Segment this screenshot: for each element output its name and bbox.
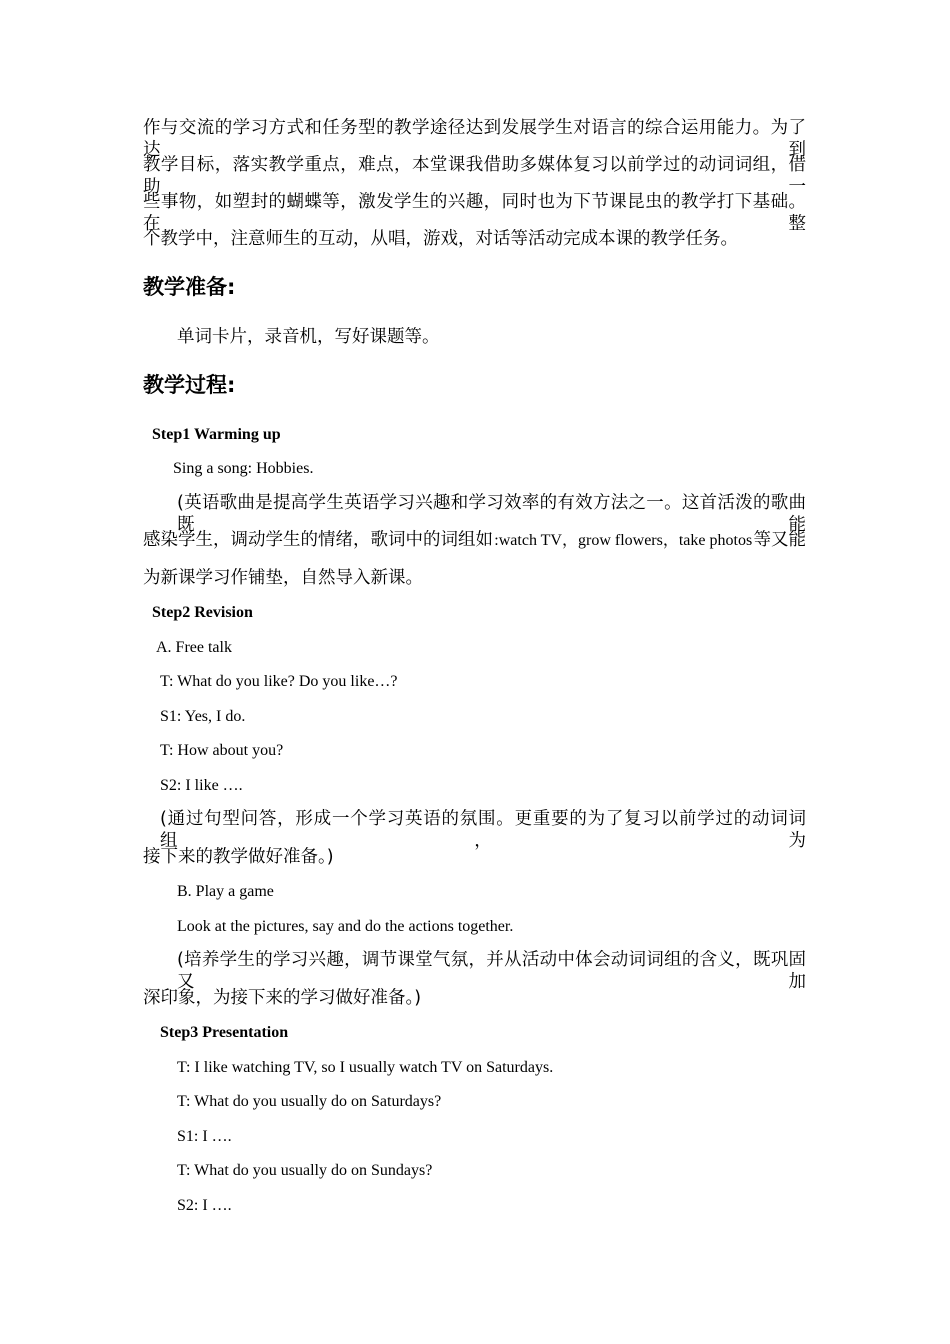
step3-dialog-3: S1: I …. xyxy=(177,1128,232,1145)
step2-dialog-3: T: How about you? xyxy=(160,742,284,759)
intro-line-1: 作与交流的学习方式和任务型的教学途径达到发展学生对语言的综合运用能力。为了达到 xyxy=(143,118,806,160)
step2-note1-line-2: 接下来的教学做好准备。) xyxy=(143,847,334,867)
step2-dialog-2: S1: Yes, I do. xyxy=(160,708,246,725)
step2-note2-line-1: (培养学生的学习兴趣，调节课堂气氛，并从活动中体会动词词组的含义，既巩固又加 xyxy=(177,950,806,992)
step1-note-line-2-c: 等又能 xyxy=(753,530,806,550)
intro-line-3: 些事物，如塑封的蝴蝶等，激发学生的兴趣，同时也为下节课昆虫的教学打下基础。在整 xyxy=(143,192,806,234)
step2-b-title: B. Play a game xyxy=(177,883,274,900)
step1-note-line-2 xyxy=(143,529,806,552)
step3-dialog-4: T: What do you usually do on Sundays? xyxy=(177,1162,433,1179)
step3-title: Step3 Presentation xyxy=(160,1024,289,1041)
step2-b-text: Look at the pictures, say and do the actions together. xyxy=(177,918,514,935)
step2-note1-line-1: (通过句型问答，形成一个学习英语的氛围。更重要的为了复习以前学过的动词词组，为 xyxy=(160,809,806,851)
prep-content: 单词卡片，录音机，写好课题等。 xyxy=(177,327,440,347)
intro-line-2: 教学目标，落实教学重点，难点，本堂课我借助多媒体复习以前学过的动词词组，借助一 xyxy=(143,155,806,197)
step1-note-line-3: 为新课学习作铺垫，自然导入新课。 xyxy=(143,568,423,588)
intro-line-4: 个教学中，注意师生的互动，从唱，游戏，对话等活动完成本课的教学任务。 xyxy=(143,229,738,249)
step2-note2-line-2: 深印象，为接下来的学习做好准备。) xyxy=(143,988,422,1008)
step1-song: Sing a song: Hobbies. xyxy=(173,460,314,477)
step3-dialog-5: S2: I …. xyxy=(177,1197,232,1214)
prep-heading: 教学准备: xyxy=(143,275,236,299)
step1-note-line-2-a: 感染学生，调动学生的情绪，歌词中的词组如 xyxy=(143,530,493,550)
step2-dialog-1: T: What do you like? Do you like…? xyxy=(160,673,398,690)
process-heading: 教学过程: xyxy=(143,373,236,397)
step2-dialog-4: S2: I like …. xyxy=(160,777,243,794)
step3-dialog-1: T: I like watching TV, so I usually watch TV on Saturdays. xyxy=(177,1059,554,1076)
step1-note-line-2-b: :watch TV，grow flowers，take photos xyxy=(494,532,753,549)
step1-title: Step1 Warming up xyxy=(152,426,281,443)
step2-title: Step2 Revision xyxy=(152,604,253,621)
step2-a-title: A. Free talk xyxy=(156,639,232,656)
step1-note-line-1: (英语歌曲是提高学生英语学习兴趣和学习效率的有效方法之一。这首活泼的歌曲既能 xyxy=(177,493,806,535)
step3-dialog-2: T: What do you usually do on Saturdays? xyxy=(177,1093,442,1110)
